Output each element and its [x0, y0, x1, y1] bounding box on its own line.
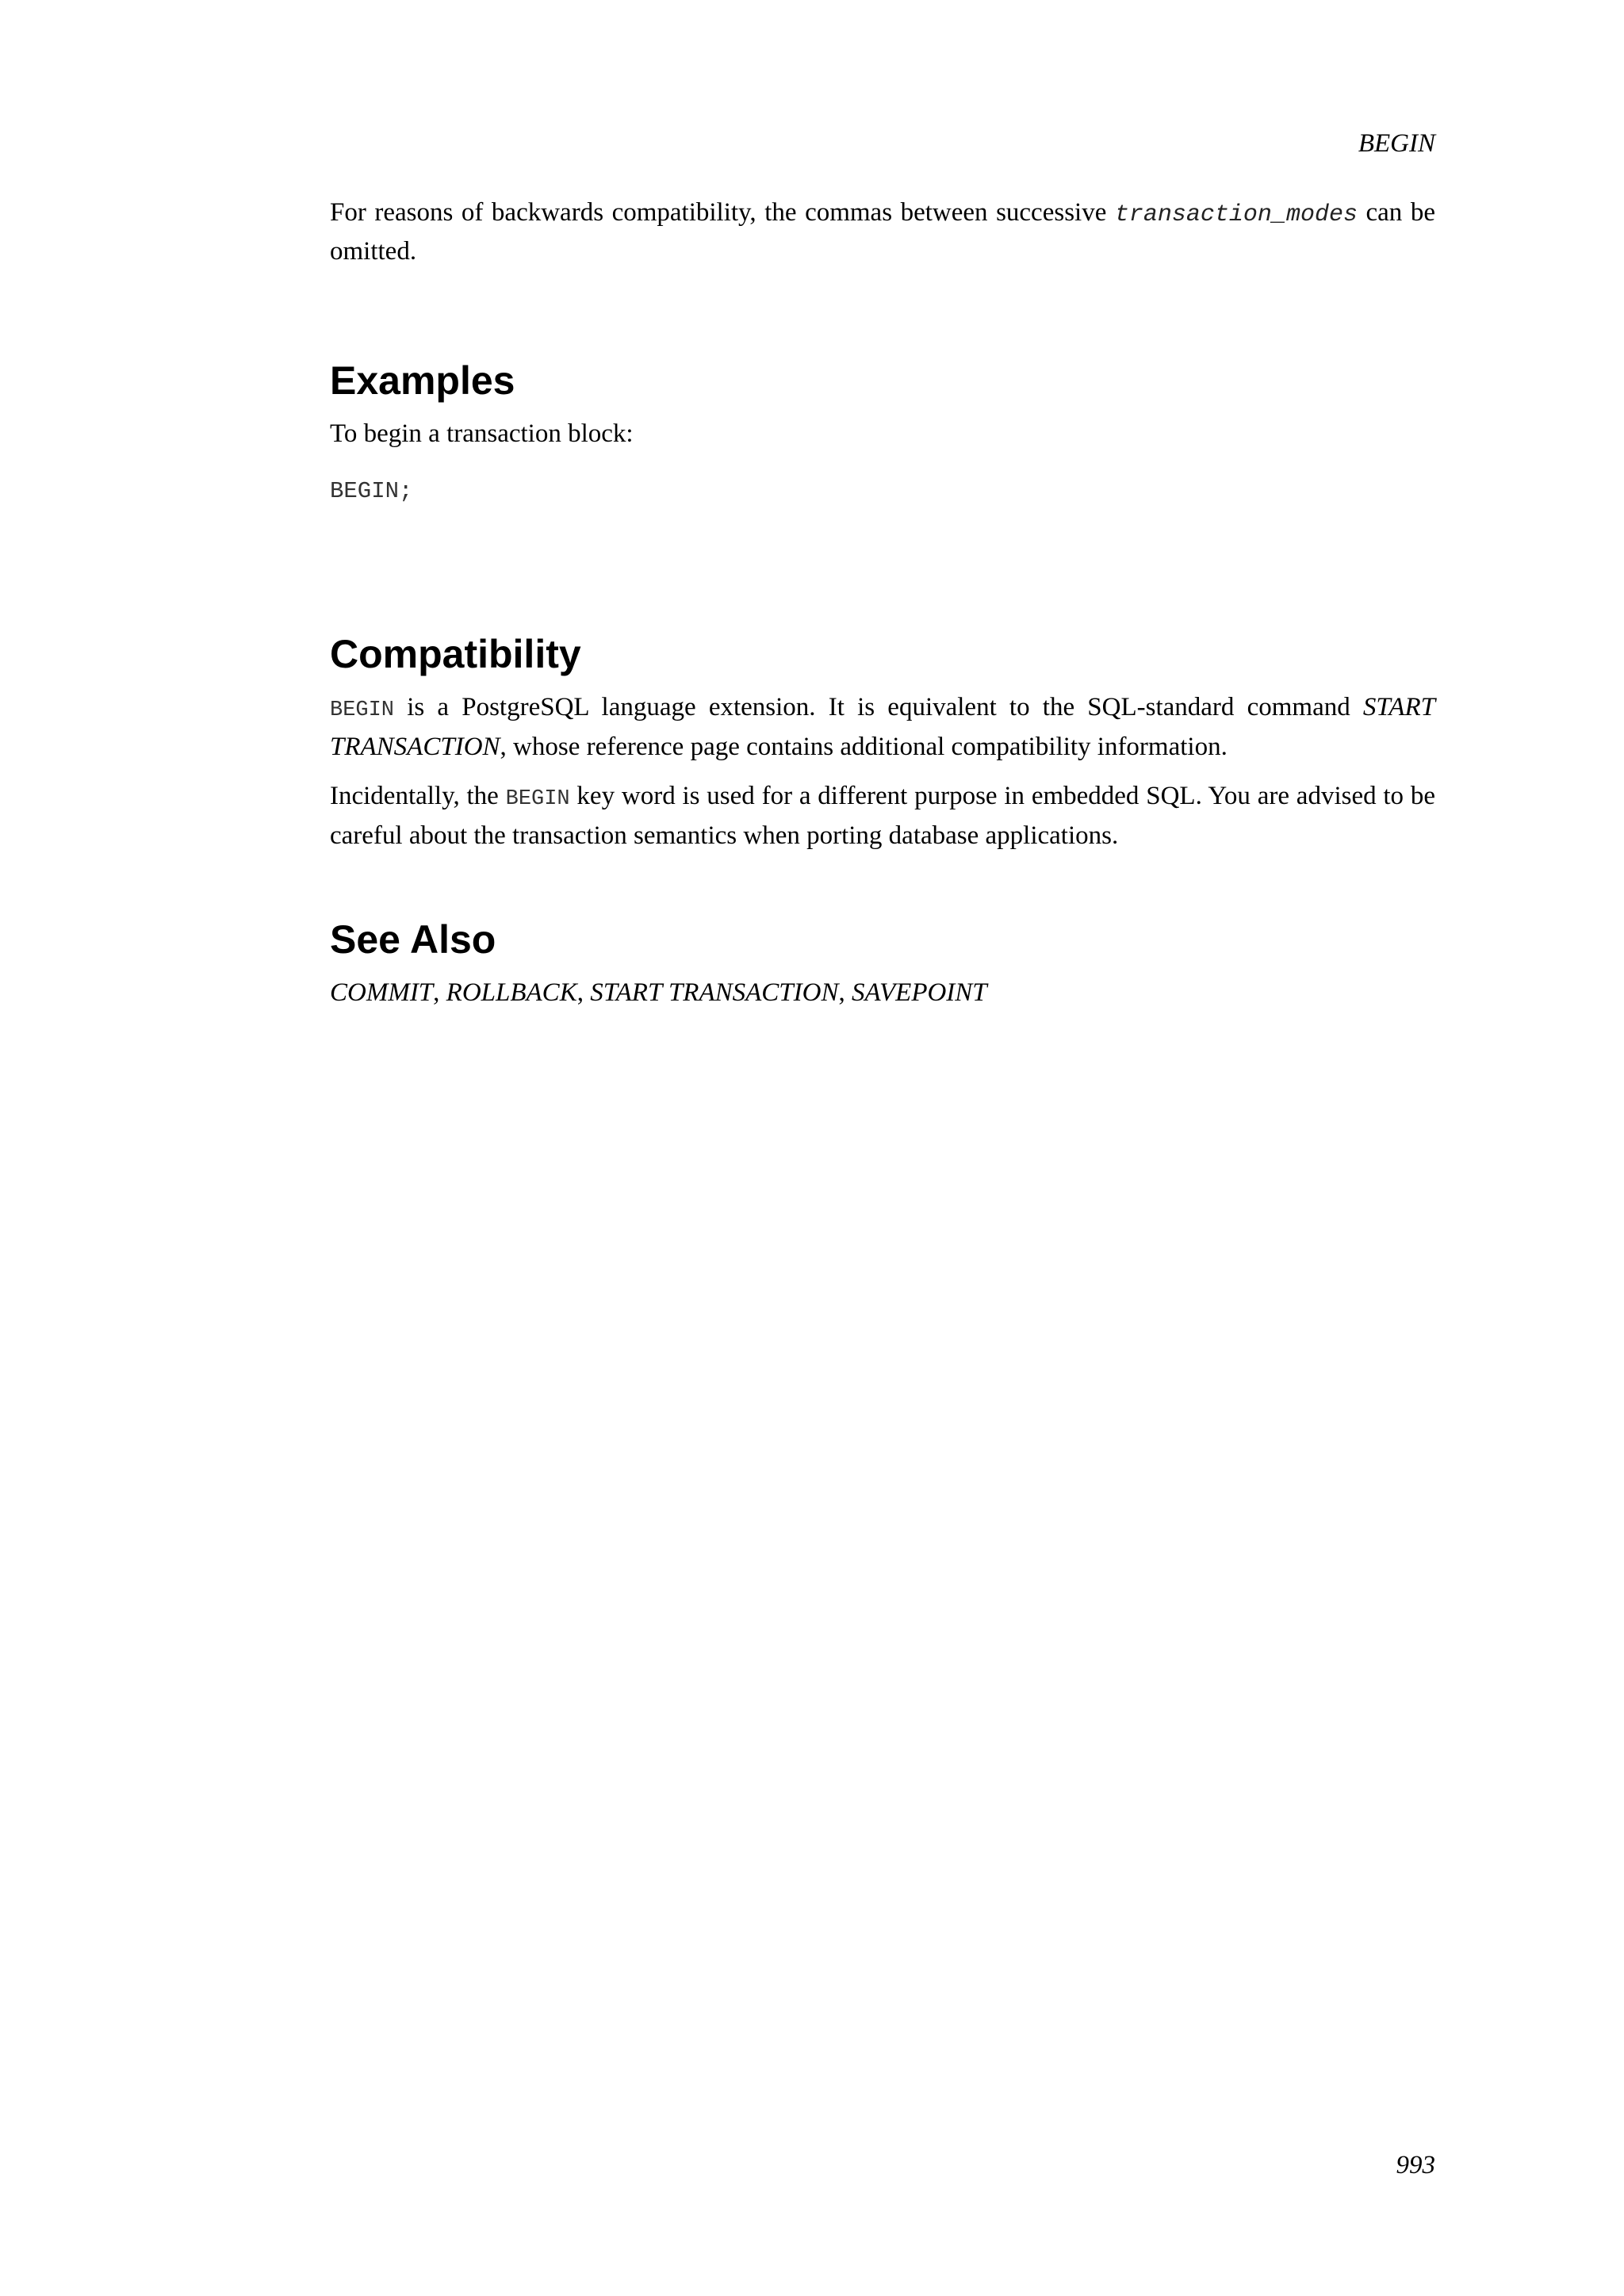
begin-code: BEGIN [330, 698, 395, 722]
start-transaction-ref-link[interactable]: START TRANSACTION [330, 693, 1435, 761]
compatibility-heading: Compatibility [330, 632, 581, 676]
compat2-text-after: key word is used for a different purpose in embedded SQL. You are advised to be careful about the transaction semantics when porting database applications. [330, 782, 1436, 850]
compatibility-paragraph-1 [330, 689, 1435, 765]
examples-heading: Examples [330, 358, 515, 403]
see-also-links [330, 974, 1435, 1011]
see-also-separator: , [433, 978, 446, 1007]
see-also-separator: , [838, 978, 852, 1007]
running-header [1189, 127, 1435, 160]
see-also-link-commit[interactable]: COMMIT [330, 978, 434, 1007]
intro-text-after: can be omitted. [330, 198, 1435, 266]
see-also-link-rollback[interactable]: ROLLBACK [446, 978, 577, 1007]
see-also-separator: , [576, 978, 591, 1007]
intro-paragraph [330, 194, 1435, 270]
compatibility-paragraph-2 [330, 778, 1435, 854]
page-content [330, 194, 1435, 1011]
examples-code-block: BEGIN; [330, 478, 413, 504]
compat-text-after-ref: , whose reference page contains additional compatibility information. [500, 733, 1228, 761]
see-also-link-savepoint[interactable]: SAVEPOINT [851, 978, 987, 1007]
see-also-link-start-transaction[interactable]: START TRANSACTION [590, 978, 839, 1007]
transaction-modes-param: transaction_modes [1114, 201, 1358, 228]
see-also-heading: See Also [330, 917, 496, 962]
intro-text-before: For reasons of backwards compatibility, the commas between successive [330, 198, 1115, 227]
begin-code: BEGIN [505, 787, 570, 811]
examples-lead: To begin a transaction block: [330, 419, 634, 448]
page-number [1269, 2149, 1435, 2182]
page-number-text: 993 [1396, 2151, 1435, 2179]
compat-text-before-ref: is a PostgreSQL language extension. It is equivalent to the SQL-standard command [394, 693, 1363, 721]
running-header-title: BEGIN [1358, 129, 1435, 158]
compat2-text-before: Incidentally, the [330, 782, 506, 810]
